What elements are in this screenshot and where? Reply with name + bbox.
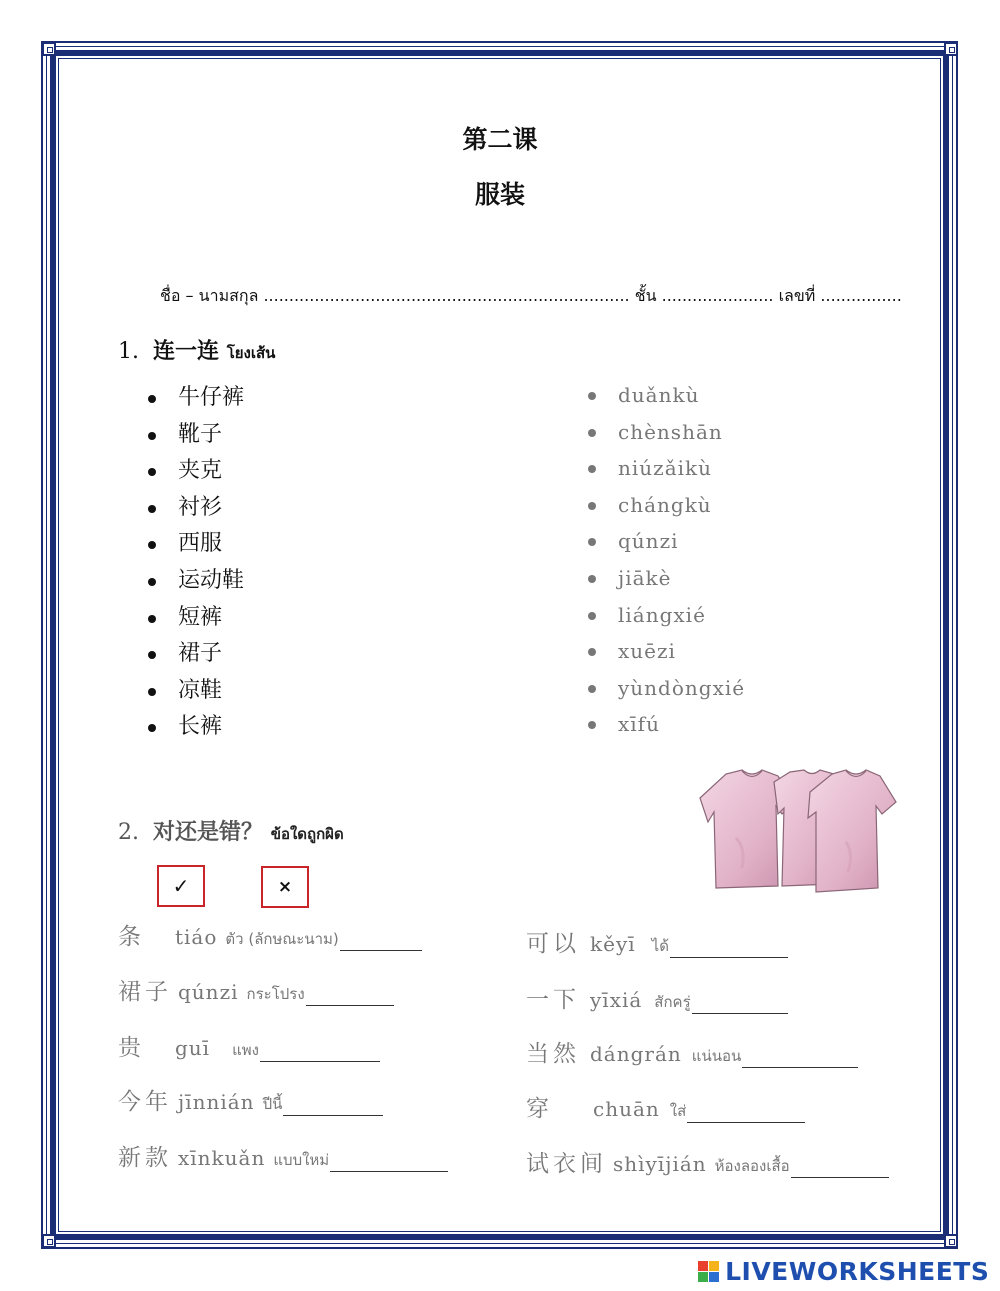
corner-ornament-top-left: [42, 42, 56, 56]
match-item-hanzi[interactable]: 凉鞋: [148, 676, 244, 713]
corner-ornament-top-right: [944, 42, 958, 56]
match-item-pinyin[interactable]: chènshān: [588, 417, 745, 454]
match-list-pinyin: [588, 380, 745, 746]
vocab-thai: แบบใหม่: [273, 1151, 330, 1169]
vocab-row: [526, 1145, 889, 1178]
section1-number: 1.: [118, 339, 139, 364]
false-checkbox[interactable]: ×: [261, 866, 309, 908]
section1-title: 连一连: [153, 338, 220, 364]
vocab-hanzi: 今年: [118, 1089, 172, 1115]
vocab-pinyin: tiáo: [175, 925, 218, 949]
match-item-pinyin[interactable]: xuēzi: [588, 636, 745, 673]
vocab-answer-blank[interactable]: [791, 1176, 889, 1178]
vocab-row: [118, 1029, 380, 1062]
liveworksheets-logo: [698, 1257, 989, 1285]
section2-subtitle: ข้อใดถูกผิด: [270, 825, 344, 843]
match-item-pinyin[interactable]: duǎnkù: [588, 380, 745, 417]
section2-title: 对还是错？: [153, 819, 264, 845]
vocab-pinyin: jīnnián: [178, 1090, 255, 1114]
vocab-row: [526, 925, 788, 958]
match-item-hanzi[interactable]: 裙子: [148, 639, 244, 676]
vocab-hanzi: 一下: [526, 987, 580, 1013]
vocab-answer-blank[interactable]: [260, 1060, 380, 1062]
match-item-pinyin[interactable]: jiākè: [588, 563, 745, 600]
vocab-row: [118, 973, 394, 1006]
vocab-answer-blank[interactable]: [330, 1170, 448, 1172]
vocab-thai: แพง: [232, 1041, 259, 1059]
vocab-answer-blank[interactable]: [340, 949, 422, 951]
vocab-row: [118, 1139, 448, 1172]
match-list-hanzi: [148, 383, 244, 749]
vocab-thai: ตัว (ลักษณะนาม): [225, 930, 339, 948]
vocab-row: [526, 1035, 858, 1068]
match-item-hanzi[interactable]: 西服: [148, 529, 244, 566]
topic-title: 服装: [474, 180, 525, 209]
vocab-thai: กระโปรง: [246, 985, 305, 1003]
vocab-row: [526, 981, 788, 1014]
match-item-hanzi[interactable]: 衬衫: [148, 493, 244, 530]
vocab-hanzi: 新款: [118, 1145, 172, 1171]
match-item-hanzi[interactable]: 牛仔裤: [148, 383, 244, 420]
vocab-hanzi: 裙子: [118, 979, 172, 1005]
vocab-answer-blank[interactable]: [306, 1004, 394, 1006]
vocab-pinyin: dángrán: [590, 1042, 682, 1066]
match-item-hanzi[interactable]: 短裤: [148, 603, 244, 640]
vocab-hanzi: 贵: [118, 1035, 145, 1061]
corner-ornament-bottom-left: [42, 1234, 56, 1248]
vocab-pinyin: yīxiá: [590, 988, 643, 1012]
vocab-thai: สักครู่: [654, 993, 691, 1011]
vocab-hanzi: 当然: [526, 1041, 580, 1067]
section2-heading: [118, 815, 344, 846]
match-item-hanzi[interactable]: 夹克: [148, 456, 244, 493]
vocab-thai: แน่นอน: [691, 1047, 742, 1065]
match-item-pinyin[interactable]: liángxié: [588, 600, 745, 637]
vocab-hanzi: 条: [118, 924, 145, 950]
corner-ornament-bottom-right: [944, 1234, 958, 1248]
vocab-answer-blank[interactable]: [283, 1114, 383, 1116]
vocab-hanzi: 试衣间: [526, 1151, 607, 1177]
match-item-pinyin[interactable]: chángkù: [588, 490, 745, 527]
section1-subtitle: โยงเส้น: [226, 344, 276, 362]
match-item-hanzi[interactable]: 长裤: [148, 712, 244, 749]
match-item-pinyin[interactable]: niúzǎikù: [588, 453, 745, 490]
vocab-hanzi: 穿: [526, 1096, 553, 1122]
match-item-pinyin[interactable]: qúnzi: [588, 526, 745, 563]
liveworksheets-icon: [698, 1261, 720, 1283]
liveworksheets-brand-text: LIVEWORKSHEETS: [725, 1257, 990, 1286]
vocab-row: [526, 1090, 805, 1123]
vocab-row: [118, 918, 422, 951]
vocab-pinyin: kěyī: [590, 932, 636, 956]
vocab-row: [118, 1083, 383, 1116]
pink-shirts-illustration: [686, 768, 898, 896]
vocab-pinyin: guī: [175, 1036, 211, 1060]
vocab-answer-blank[interactable]: [692, 1012, 788, 1014]
true-checkbox[interactable]: ✓: [157, 865, 205, 907]
student-info-line: ชื่อ – นามสกุล ........................................................................ ชั้น ...................... เลขที่ ................: [160, 286, 902, 305]
vocab-thai: ปีนี้: [262, 1095, 283, 1113]
vocab-answer-blank[interactable]: [670, 956, 788, 958]
match-item-pinyin[interactable]: xīfú: [588, 709, 745, 746]
vocab-pinyin: shìyījián: [613, 1152, 707, 1176]
vocab-hanzi: 可以: [526, 931, 580, 957]
section2-number: 2.: [118, 820, 139, 845]
vocab-thai: ใส่: [669, 1102, 687, 1120]
vocab-pinyin: qúnzi: [178, 980, 239, 1004]
section1-heading: [118, 334, 275, 365]
lesson-title: 第二课: [462, 125, 538, 154]
match-item-hanzi[interactable]: 运动鞋: [148, 566, 244, 603]
match-item-hanzi[interactable]: 靴子: [148, 420, 244, 457]
vocab-pinyin: xīnkuǎn: [178, 1146, 266, 1170]
vocab-thai: ห้องลองเสื้อ: [714, 1157, 790, 1175]
match-item-pinyin[interactable]: yùndòngxié: [588, 673, 745, 710]
vocab-thai: ได้: [651, 937, 669, 955]
vocab-answer-blank[interactable]: [687, 1121, 805, 1123]
vocab-answer-blank[interactable]: [742, 1066, 858, 1068]
vocab-pinyin: chuān: [593, 1097, 660, 1121]
